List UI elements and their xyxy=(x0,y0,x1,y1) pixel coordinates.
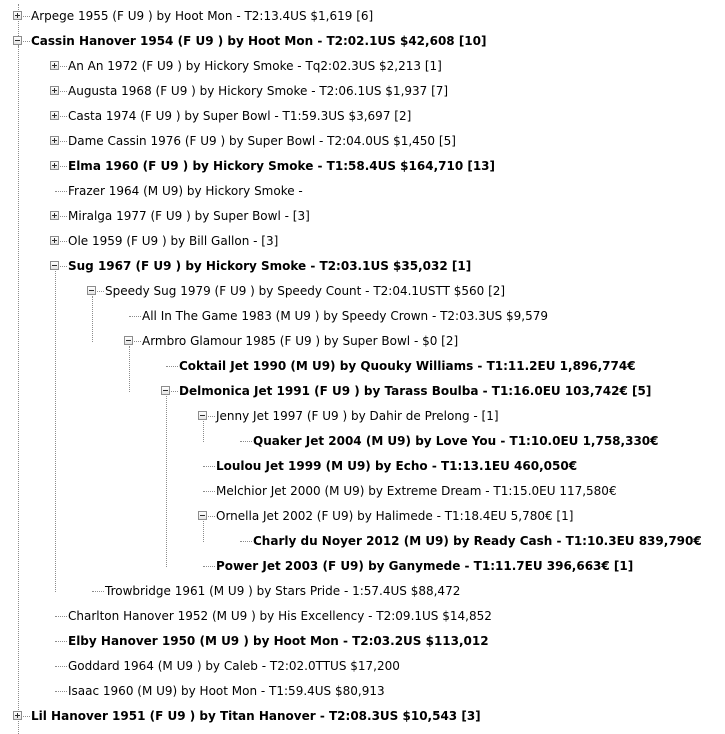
tree-node-label[interactable]: Cassin Hanover 1954 (F U9 ) by Hoot Mon - T2:02.1US $42,608 [10] xyxy=(31,34,487,48)
tree-node-label[interactable]: Power Jet 2003 (F U9) by Ganymede - T1:11.7EU 396,663€ [1] xyxy=(216,559,634,573)
collapse-icon[interactable] xyxy=(87,286,96,295)
tree-connector xyxy=(55,191,67,192)
tree-node[interactable] xyxy=(0,29,725,54)
tree-node[interactable] xyxy=(0,329,725,354)
tree-connector xyxy=(55,691,67,692)
tree-connector xyxy=(55,641,67,642)
tree-node-label[interactable]: Coktail Jet 1990 (M U9) by Quouky Williams - T1:11.2EU 1,896,774€ xyxy=(179,359,636,373)
tree-node-label[interactable]: Loulou Jet 1999 (M U9) by Echo - T1:13.1EU 460,050€ xyxy=(216,459,578,473)
tree-node-label[interactable]: Miralga 1977 (F U9 ) by Super Bowl - [3] xyxy=(68,209,310,223)
tree-node-label[interactable]: Elma 1960 (F U9 ) by Hickory Smoke - T1:58.4US $164,710 [13] xyxy=(68,159,496,173)
expand-icon[interactable] xyxy=(50,111,59,120)
tree-node[interactable] xyxy=(0,404,725,429)
tree-node-label[interactable]: Ole 1959 (F U9 ) by Bill Gallon - [3] xyxy=(68,234,279,248)
tree-node-label[interactable]: Armbro Glamour 1985 (F U9 ) by Super Bowl - $0 [2] xyxy=(142,334,459,348)
tree-node-label[interactable]: Arpege 1955 (F U9 ) by Hoot Mon - T2:13.4US $1,619 [6] xyxy=(31,9,374,23)
tree-connector xyxy=(129,316,141,317)
tree-node[interactable] xyxy=(0,229,725,254)
tree-node-label[interactable]: Dame Cassin 1976 (F U9 ) by Super Bowl - T2:04.0US $1,450 [5] xyxy=(68,134,456,148)
tree-node[interactable] xyxy=(0,204,725,229)
tree-node-label[interactable]: Trowbridge 1961 (M U9 ) by Stars Pride - 1:57.4US $88,472 xyxy=(105,584,461,598)
collapse-icon[interactable] xyxy=(50,261,59,270)
expand-icon[interactable] xyxy=(50,61,59,70)
tree-node[interactable] xyxy=(0,454,725,479)
tree-node-label[interactable]: Lil Hanover 1951 (F U9 ) by Titan Hanover - T2:08.3US $10,543 [3] xyxy=(31,709,481,723)
expand-icon[interactable] xyxy=(50,211,59,220)
tree-node-label[interactable]: An An 1972 (F U9 ) by Hickory Smoke - Tq2:02.3US $2,213 [1] xyxy=(68,59,442,73)
collapse-icon[interactable] xyxy=(198,511,207,520)
tree-node[interactable] xyxy=(0,54,725,79)
tree-node[interactable] xyxy=(0,104,725,129)
tree-node-label[interactable]: Delmonica Jet 1991 (F U9 ) by Tarass Boulba - T1:16.0EU 103,742€ [5] xyxy=(179,384,652,398)
tree-node[interactable] xyxy=(0,429,725,454)
tree-node[interactable] xyxy=(0,679,725,704)
tree-connector xyxy=(166,366,178,367)
tree-node[interactable] xyxy=(0,704,725,729)
tree-node[interactable] xyxy=(0,554,725,579)
collapse-icon[interactable] xyxy=(13,36,22,45)
expand-icon[interactable] xyxy=(50,86,59,95)
tree-node[interactable] xyxy=(0,529,725,554)
tree-node-label[interactable]: Casta 1974 (F U9 ) by Super Bowl - T1:59.3US $3,697 [2] xyxy=(68,109,412,123)
tree-node[interactable] xyxy=(0,379,725,404)
tree-connector xyxy=(55,666,67,667)
tree-node[interactable] xyxy=(0,479,725,504)
tree-node-label[interactable]: Charly du Noyer 2012 (M U9) by Ready Cash - T1:10.3EU 839,790€ xyxy=(253,534,702,548)
tree-node-label[interactable]: Speedy Sug 1979 (F U9 ) by Speedy Count - T2:04.1USTT $560 [2] xyxy=(105,284,506,298)
expand-icon[interactable] xyxy=(13,11,22,20)
tree-node[interactable] xyxy=(0,654,725,679)
tree-node-label[interactable]: Frazer 1964 (M U9) by Hickory Smoke - xyxy=(68,184,303,198)
tree-connector xyxy=(92,591,104,592)
tree-connector xyxy=(203,491,215,492)
tree-node[interactable] xyxy=(0,4,725,29)
collapse-icon[interactable] xyxy=(124,336,133,345)
tree-node[interactable] xyxy=(0,629,725,654)
collapse-icon[interactable] xyxy=(198,411,207,420)
expand-icon[interactable] xyxy=(50,161,59,170)
tree-node[interactable] xyxy=(0,579,725,604)
tree-node[interactable] xyxy=(0,304,725,329)
tree-node[interactable] xyxy=(0,279,725,304)
tree-node[interactable] xyxy=(0,79,725,104)
expand-icon[interactable] xyxy=(13,711,22,720)
tree-node-label[interactable]: Isaac 1960 (M U9) by Hoot Mon - T1:59.4US $80,913 xyxy=(68,684,385,698)
tree-node-label[interactable]: Goddard 1964 (M U9 ) by Caleb - T2:02.0TTUS $17,200 xyxy=(68,659,400,673)
tree-node[interactable] xyxy=(0,604,725,629)
tree-node-label[interactable]: Elby Hanover 1950 (M U9 ) by Hoot Mon - T2:03.2US $113,012 xyxy=(68,634,489,648)
tree-node-label[interactable]: Jenny Jet 1997 (F U9 ) by Dahir de Prelong - [1] xyxy=(216,409,499,423)
tree-node[interactable] xyxy=(0,179,725,204)
tree-node[interactable] xyxy=(0,129,725,154)
tree-connector xyxy=(240,441,252,442)
tree-node[interactable] xyxy=(0,354,725,379)
collapse-icon[interactable] xyxy=(161,386,170,395)
tree-node[interactable] xyxy=(0,154,725,179)
tree-node[interactable] xyxy=(0,254,725,279)
tree-node-label[interactable]: All In The Game 1983 (M U9 ) by Speedy Crown - T2:03.3US $9,579 xyxy=(142,309,549,323)
tree-node-label[interactable]: Quaker Jet 2004 (M U9) by Love You - T1:10.0EU 1,758,330€ xyxy=(253,434,659,448)
tree-connector xyxy=(203,566,215,567)
tree-node-label[interactable]: Augusta 1968 (F U9 ) by Hickory Smoke - T2:06.1US $1,937 [7] xyxy=(68,84,449,98)
expand-icon[interactable] xyxy=(50,236,59,245)
tree-connector xyxy=(240,541,252,542)
tree-node-label[interactable]: Charlton Hanover 1952 (M U9 ) by His Excellency - T2:09.1US $14,852 xyxy=(68,609,492,623)
tree-connector xyxy=(203,466,215,467)
tree-node-label[interactable]: Melchior Jet 2000 (M U9) by Extreme Dream - T1:15.0EU 117,580€ xyxy=(216,484,617,498)
tree-connector xyxy=(55,616,67,617)
expand-icon[interactable] xyxy=(50,136,59,145)
tree-node[interactable] xyxy=(0,504,725,529)
tree-node-label[interactable]: Ornella Jet 2002 (F U9) by Halimede - T1:18.4EU 5,780€ [1] xyxy=(216,509,574,523)
tree-node-label[interactable]: Sug 1967 (F U9 ) by Hickory Smoke - T2:03.1US $35,032 [1] xyxy=(68,259,472,273)
